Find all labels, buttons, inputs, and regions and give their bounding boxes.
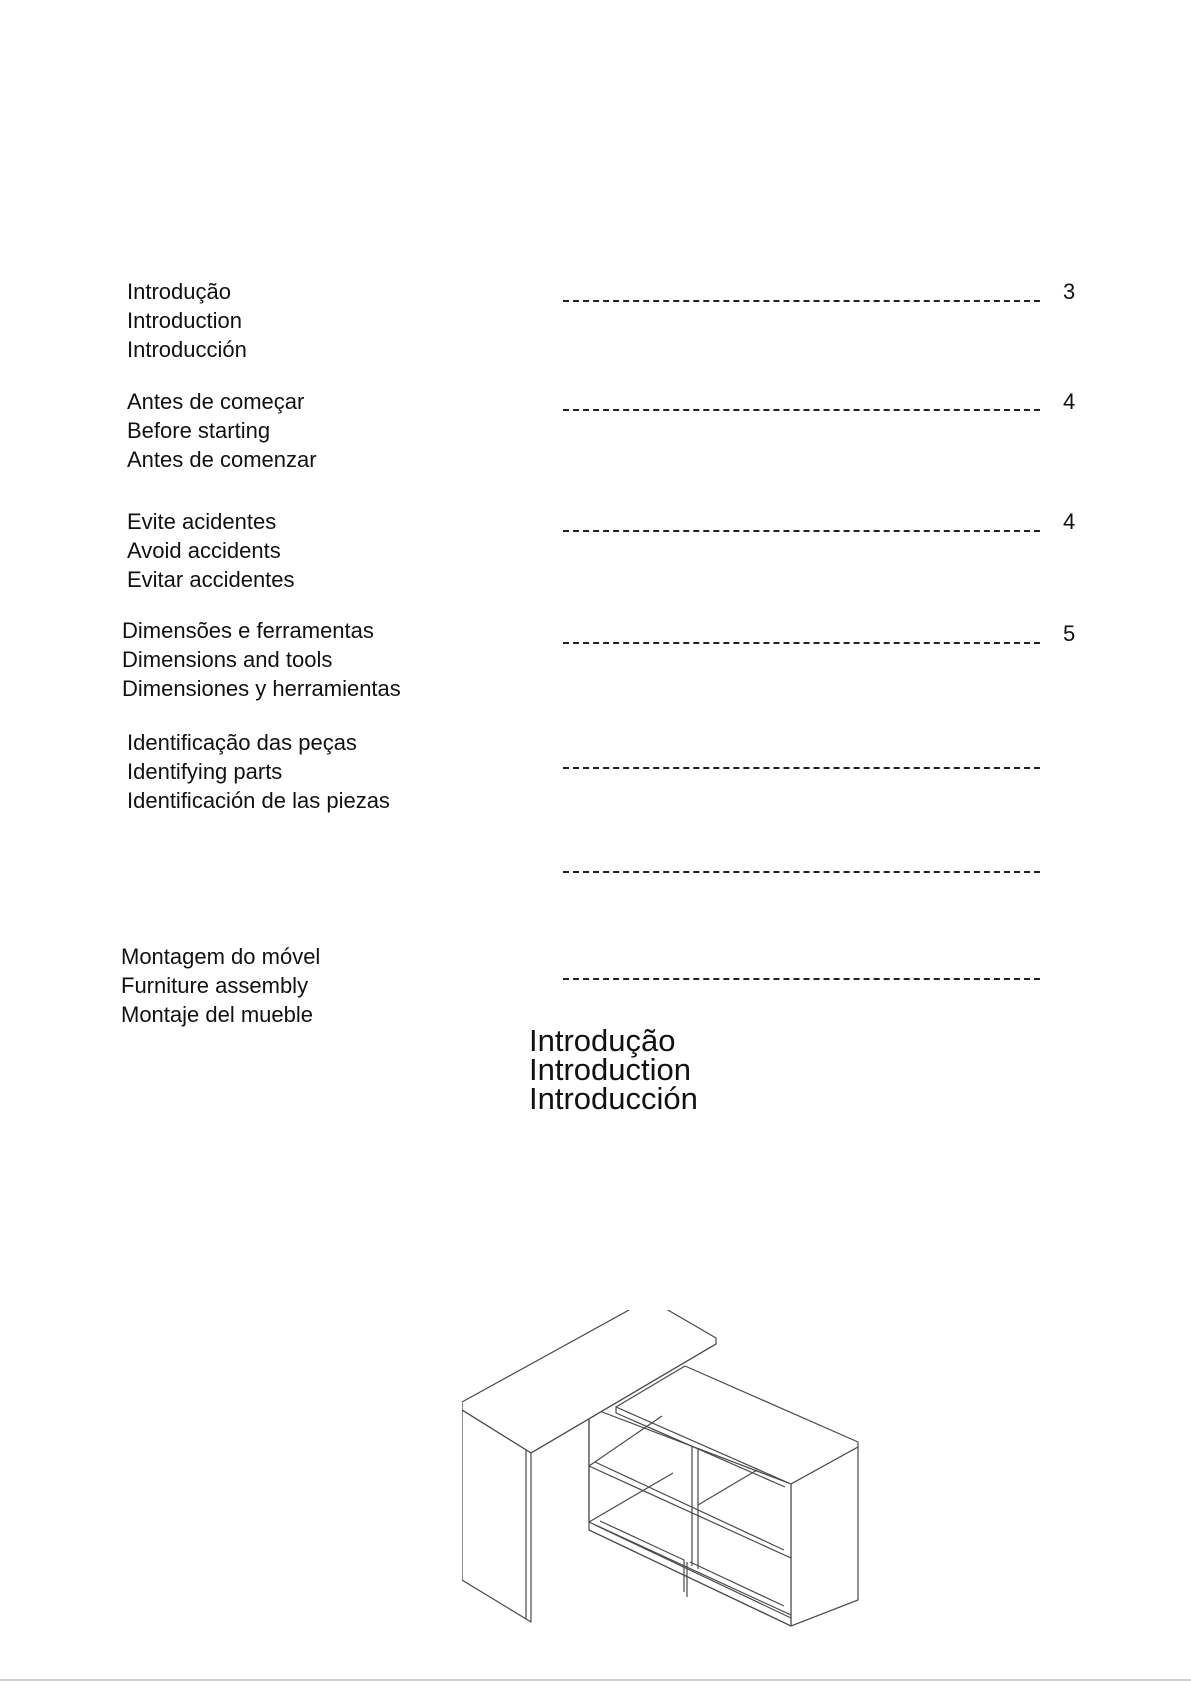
toc-title-pt: Dimensões e ferramentas — [122, 618, 374, 643]
toc-title-en: Avoid accidents — [127, 538, 281, 563]
toc-entry-titles — [127, 728, 390, 815]
toc-page-number: 4 — [1063, 509, 1076, 534]
toc-title-es: Identificación de las piezas — [127, 788, 390, 813]
intro-heading — [529, 1023, 698, 1116]
toc-page-number: 3 — [1063, 279, 1076, 304]
toc-dotted-leader — [563, 767, 1040, 769]
toc-title-es: Dimensiones y herramientas — [122, 676, 401, 701]
toc-title-es: Antes de comenzar — [127, 447, 317, 472]
toc-title-pt: Introdução — [127, 279, 231, 304]
toc-title-es: Evitar accidentes — [127, 567, 295, 592]
toc-entry-titles — [127, 387, 317, 474]
toc-page-number: 5 — [1063, 621, 1076, 646]
toc-entry-titles — [127, 277, 247, 364]
toc-title-es: Montaje del mueble — [121, 1002, 314, 1027]
toc-title-pt: Identificação das peças — [127, 730, 357, 755]
toc-title-en: Identifying parts — [127, 759, 283, 784]
toc-dotted-leader — [563, 978, 1040, 980]
intro-heading-es: Introducción — [529, 1081, 698, 1116]
corner-desk-illustration — [462, 1310, 862, 1640]
toc-entry-titles — [121, 942, 320, 1029]
toc-title-en: Dimensions and tools — [122, 647, 333, 672]
toc-dotted-leader — [563, 300, 1040, 302]
page-bottom-rule — [0, 1679, 1191, 1681]
toc-title-en: Furniture assembly — [121, 973, 309, 998]
toc-title-pt: Antes de começar — [127, 389, 305, 414]
intro-heading-pt: Introdução — [529, 1023, 676, 1058]
toc-title-en: Before starting — [127, 418, 271, 443]
toc-title-pt: Montagem do móvel — [121, 944, 321, 969]
toc-title-es: Introducción — [127, 337, 247, 362]
toc-title-en: Introduction — [127, 308, 242, 333]
toc-title-pt: Evite acidentes — [127, 509, 277, 534]
toc-dotted-leader — [563, 409, 1040, 411]
toc-dotted-leader — [563, 530, 1040, 532]
toc-dotted-leader — [563, 642, 1040, 644]
intro-heading-en: Introduction — [529, 1052, 691, 1087]
toc-dotted-leader — [563, 871, 1040, 873]
toc-entry-titles — [127, 507, 295, 594]
toc-entry-titles — [122, 616, 401, 703]
toc-page-number: 4 — [1063, 389, 1076, 414]
